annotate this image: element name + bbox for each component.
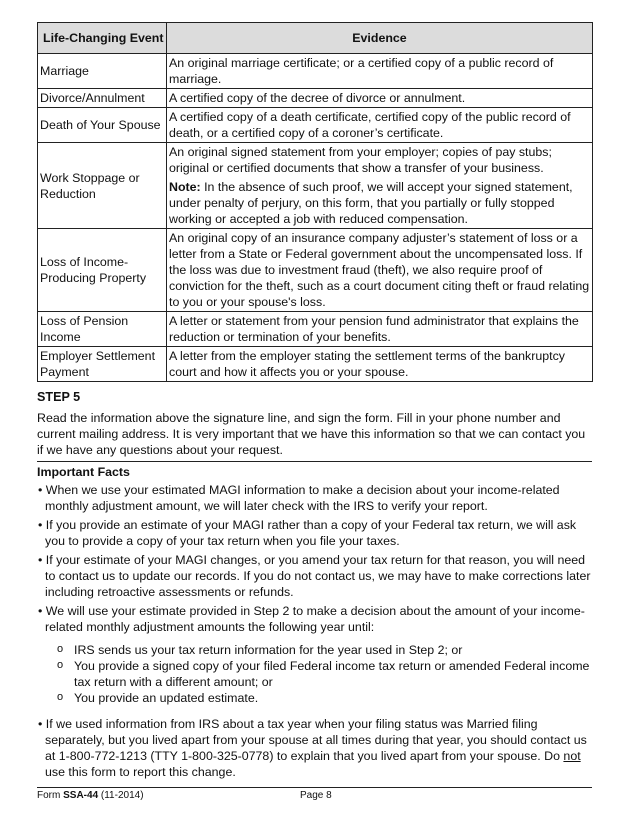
step5-heading: STEP 5 <box>37 390 81 404</box>
list-item <box>37 552 592 600</box>
evidence-table <box>37 22 593 382</box>
table-header-row <box>38 23 593 54</box>
evidence-cell: A letter from the employer stating the settlement terms of the bankruptcy court and how it affects you or your spouse. <box>167 347 593 382</box>
sub-list-item <box>37 658 592 690</box>
table-row <box>38 54 593 89</box>
event-cell: Work Stoppage or Reduction <box>38 143 167 229</box>
step5-text: Read the information above the signature line, and sign the form. Fill in your phone number and current mailing address. It is very important that we have this information so that we can contact you if we have any questions about your request. <box>37 411 586 457</box>
evidence-cell: An original marriage certificate; or a certified copy of a public record of marriage. <box>167 54 593 89</box>
sub-item-text: IRS sends us your tax return information for the year used in Step 2; or <box>74 643 463 657</box>
bullet-icon: • <box>38 553 43 567</box>
sub-item-text: You provide a signed copy of your filed Federal income tax return or amended Federal income tax return with a different amount; or <box>74 659 590 689</box>
table-row <box>38 143 593 229</box>
form-id: SSA-44 <box>63 790 99 801</box>
event-cell: Death of Your Spouse <box>38 108 167 143</box>
event-cell: Employer Settlement Payment <box>38 347 167 382</box>
underlined-word: not <box>563 749 581 763</box>
event-cell: Marriage <box>38 54 167 89</box>
page-content <box>37 22 592 780</box>
circle-bullet-icon: o <box>57 691 64 703</box>
evidence-cell: A certified copy of a death certificate, certified copy of the public record of death, or a certified copy of a coroner’s certificate. <box>167 108 593 143</box>
evidence-text: An original signed statement from your employer; copies of pay stubs; original or certified documents that show a transfer of your business. <box>169 145 552 175</box>
note-label: Note: <box>169 180 201 194</box>
bullet-text: If you provide an estimate of your MAGI rather than a copy of your Federal tax return, we will ask you to provide a copy of your tax return when you file your taxes. <box>45 518 577 548</box>
sub-list-item <box>37 642 592 658</box>
sub-list <box>37 642 592 706</box>
evidence-note <box>169 179 590 227</box>
table-row <box>38 347 593 382</box>
list-item <box>37 482 592 514</box>
section-divider <box>37 461 592 462</box>
bullet-text-end: use this form to report this change. <box>45 765 236 779</box>
note-text: In the absence of such proof, we will accept your signed statement, under penalty of perjury, on this form, that you partially or fully stopped working or accepted a job with reduced compensation. <box>169 180 573 226</box>
event-cell: Loss of Income-Producing Property <box>38 229 167 312</box>
bullet-text: If we used information from IRS about a tax year when your filing status was Married filing separately, but you lived apart from your spouse at all times during that year, you should contact us at 1-800-772-1213 (TTY 1-800-325-0778) to explain that you lived apart from your spouse. Do <box>45 717 587 763</box>
evidence-cell: A letter or statement from your pension fund administrator that explains the reduction or termination of your benefits. <box>167 312 593 347</box>
bullet-text: We will use your estimate provided in Step 2 to make a decision about the amount of your income-related monthly adjustment amounts the following year until: <box>45 604 585 634</box>
evidence-cell: A certified copy of the decree of divorce or annulment. <box>167 89 593 108</box>
column-header-event: Life-Changing Event <box>38 23 167 54</box>
circle-bullet-icon: o <box>57 659 64 671</box>
bullet-icon: • <box>38 518 43 532</box>
list-item <box>37 716 592 780</box>
circle-bullet-icon: o <box>57 643 64 655</box>
important-facts-heading: Important Facts <box>37 465 130 479</box>
bullet-icon: • <box>38 717 43 731</box>
form-identifier <box>37 790 144 801</box>
page-number: Page 8 <box>300 790 332 801</box>
bullet-icon: • <box>38 604 43 618</box>
table-row <box>38 229 593 312</box>
footer-divider <box>37 787 592 788</box>
event-cell: Loss of Pension Income <box>38 312 167 347</box>
sub-item-text: You provide an updated estimate. <box>74 691 259 705</box>
evidence-cell: An original copy of an insurance company adjuster’s statement of loss or a letter from a State or Federal government about the uncompensated loss. If the loss was due to investment fraud (theft), we also require proof of conviction for the theft, such as a court document citing theft or fraud relating to you or your spouse's loss. <box>167 229 593 312</box>
table-row <box>38 108 593 143</box>
event-cell: Divorce/Annulment <box>38 89 167 108</box>
evidence-cell <box>167 143 593 229</box>
column-header-evidence: Evidence <box>167 23 593 54</box>
bullet-icon: • <box>38 483 43 497</box>
list-item <box>37 603 592 635</box>
table-row <box>38 312 593 347</box>
sub-list-item <box>37 690 592 706</box>
list-item <box>37 517 592 549</box>
table-row <box>38 89 593 108</box>
form-prefix: Form <box>37 790 64 801</box>
bullet-text: When we use your estimated MAGI information to make a decision about your income-related monthly adjustment amount, we will later check with the IRS to verify your report. <box>45 483 560 513</box>
bullet-text: If your estimate of your MAGI changes, or you amend your tax return for that reason, you will need to contact us to update our records. If you do not contact us, we may have to make corrections later including retroactive assessments or refunds. <box>45 553 591 599</box>
form-date: (11-2014) <box>98 790 144 801</box>
